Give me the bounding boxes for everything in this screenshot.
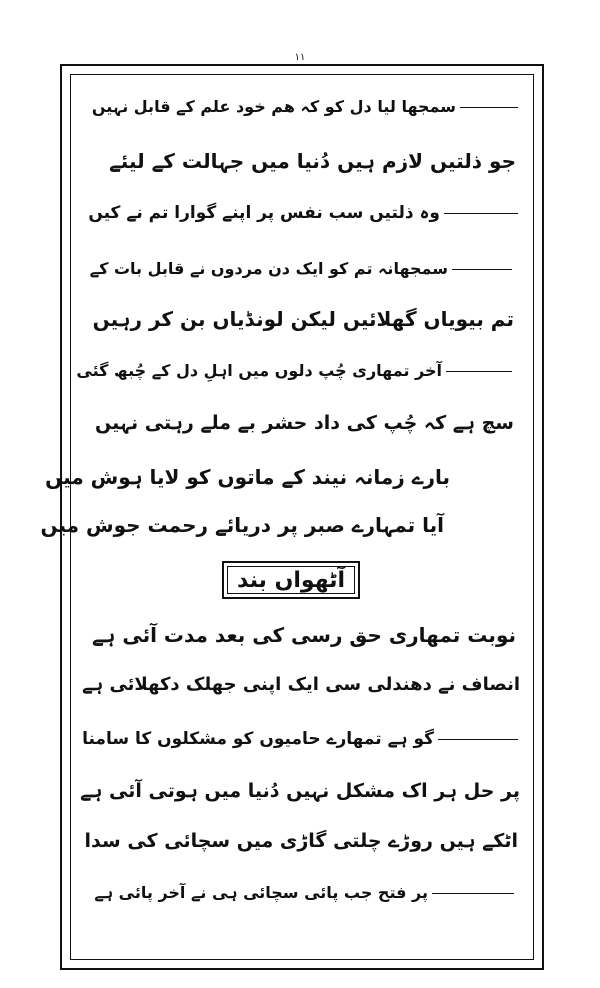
- verse-line-14: اٹکے ہیں روڑے چلتی گاڑی میں سچائی کی سدا: [84, 830, 518, 852]
- verse-line-2: جو ذلتیں لازم ہیں دُنیا میں جہالت کے لیئے: [109, 149, 516, 173]
- stanza-heading: آٹھواں بند: [227, 566, 355, 594]
- verse-line-8: بارے زمانہ نیند کے ماتوں کو لایا ہوش میں: [45, 465, 450, 489]
- verse-line-10: نوبت تمھاری حق رسی کی بعد مدت آئی ہے: [91, 623, 516, 647]
- verse-line-15: پر فتح جب پائی سچائی ہی نے آخر پائی ہے: [94, 878, 518, 908]
- verse-line-13: پر حل ہر اک مشکل نہیں دُنیا میں ہوتی آئی ہے: [80, 780, 520, 802]
- verse-line-9: آیا تمہارے صبر پر دریائے رحمت جوش میں: [40, 513, 444, 537]
- stanza-heading-box: [222, 561, 360, 599]
- page-number: ۱۱: [294, 52, 306, 63]
- verse-line-1: سمجھا لیا دل کو کہ ھم خود علم کے قابل نہیں: [92, 92, 522, 122]
- verse-line-3: وہ ذلتیں سب نفس پر اپنے گوارا تم نے کیں: [88, 198, 522, 228]
- verse-line-4: سمجھانہ تم کو ایک دن مردوں نے قابل بات کے: [90, 254, 516, 284]
- dash-rule: [460, 107, 518, 108]
- verse-line-5: تم بیویاں گھلائیں لیکن لونڈیاں بن کر رہیں: [92, 307, 514, 331]
- verse-line-6: آخر تمھاری چُپ دلوں میں اہلِ دل کے چُبھ گئی: [76, 356, 516, 386]
- dash-rule: [444, 213, 518, 214]
- dash-rule: [438, 739, 518, 740]
- verse-line-11: انصاف نے دھندلی سی ایک اپنی جھلک دکھلائی ہے: [82, 674, 520, 695]
- dash-rule: [446, 371, 512, 372]
- dash-rule: [452, 269, 512, 270]
- dash-rule: [432, 893, 514, 894]
- verse-line-12: گو ہے تمھارے حامیوں کو مشکلوں کا سامنا: [82, 724, 522, 754]
- verse-line-7: سچ ہے کہ چُپ کی داد حشر بے ملے رہتی نہیں: [94, 412, 514, 434]
